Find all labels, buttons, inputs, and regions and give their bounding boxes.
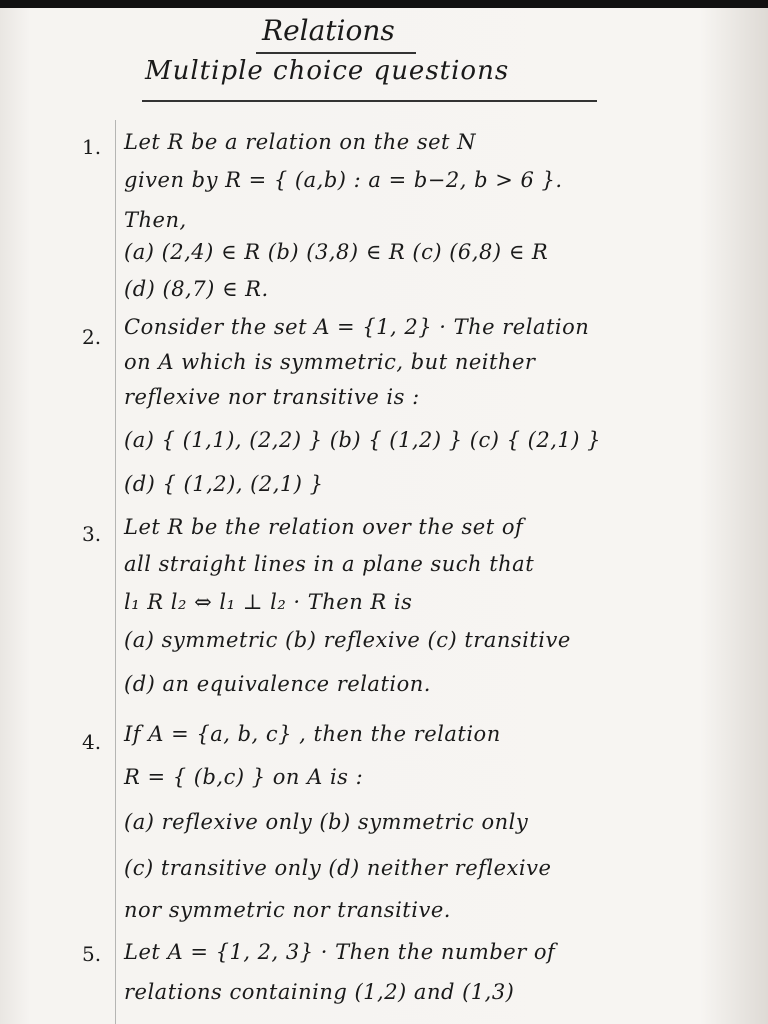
question-4-option: (c) transitive only (d) neither reflexive — [124, 856, 552, 880]
question-1-line: given by R = { (a,b) : a = b−2, b > 6 }. — [124, 168, 563, 192]
subtitle-underline — [142, 100, 597, 102]
question-1-option: (a) (2,4) ∈ R (b) (3,8) ∈ R (c) (6,8) ∈ R — [124, 240, 549, 264]
question-3-option: (d) an equivalence relation. — [124, 672, 431, 696]
question-2-line: Consider the set A = {1, 2} · The relation — [124, 315, 590, 339]
question-4-line: If A = {a, b, c} , then the relation — [124, 722, 501, 746]
question-1-line: Let R be a relation on the set N — [124, 130, 477, 154]
question-3-line: l₁ R l₂ ⇔ l₁ ⊥ l₂ · Then R is — [124, 590, 413, 614]
question-2-number: 2. — [82, 325, 102, 349]
question-1-option: (d) (8,7) ∈ R. — [124, 277, 269, 301]
question-5-number: 5. — [82, 942, 102, 966]
title-underline — [256, 52, 416, 54]
question-4-option: (a) reflexive only (b) symmetric only — [124, 810, 529, 834]
page-title: Relations — [262, 14, 395, 47]
question-3-line: all straight lines in a plane such that — [124, 552, 535, 576]
question-2-option: (a) { (1,1), (2,2) } (b) { (1,2) } (c) { (2,1) } — [124, 428, 601, 452]
question-5-line: Let A = {1, 2, 3} · Then the number of — [124, 940, 556, 964]
margin-line — [115, 120, 116, 1024]
top-dark-strip — [0, 0, 768, 8]
question-4-number: 4. — [82, 730, 102, 754]
question-3-line: Let R be the relation over the set of — [124, 515, 524, 539]
page-subtitle: Multiple choice questions — [145, 56, 510, 86]
question-3-number: 3. — [82, 522, 102, 546]
question-1-line: Then, — [124, 208, 187, 232]
question-2-line: reflexive nor transitive is : — [124, 385, 420, 409]
question-4-option: nor symmetric nor transitive. — [124, 898, 451, 922]
question-1-number: 1. — [82, 135, 102, 159]
question-4-line: R = { (b,c) } on A is : — [124, 765, 364, 789]
question-2-option: (d) { (1,2), (2,1) } — [124, 472, 324, 496]
question-2-line: on A which is symmetric, but neither — [124, 350, 536, 374]
question-5-line: relations containing (1,2) and (1,3) — [124, 980, 515, 1004]
question-3-option: (a) symmetric (b) reflexive (c) transitive — [124, 628, 571, 652]
